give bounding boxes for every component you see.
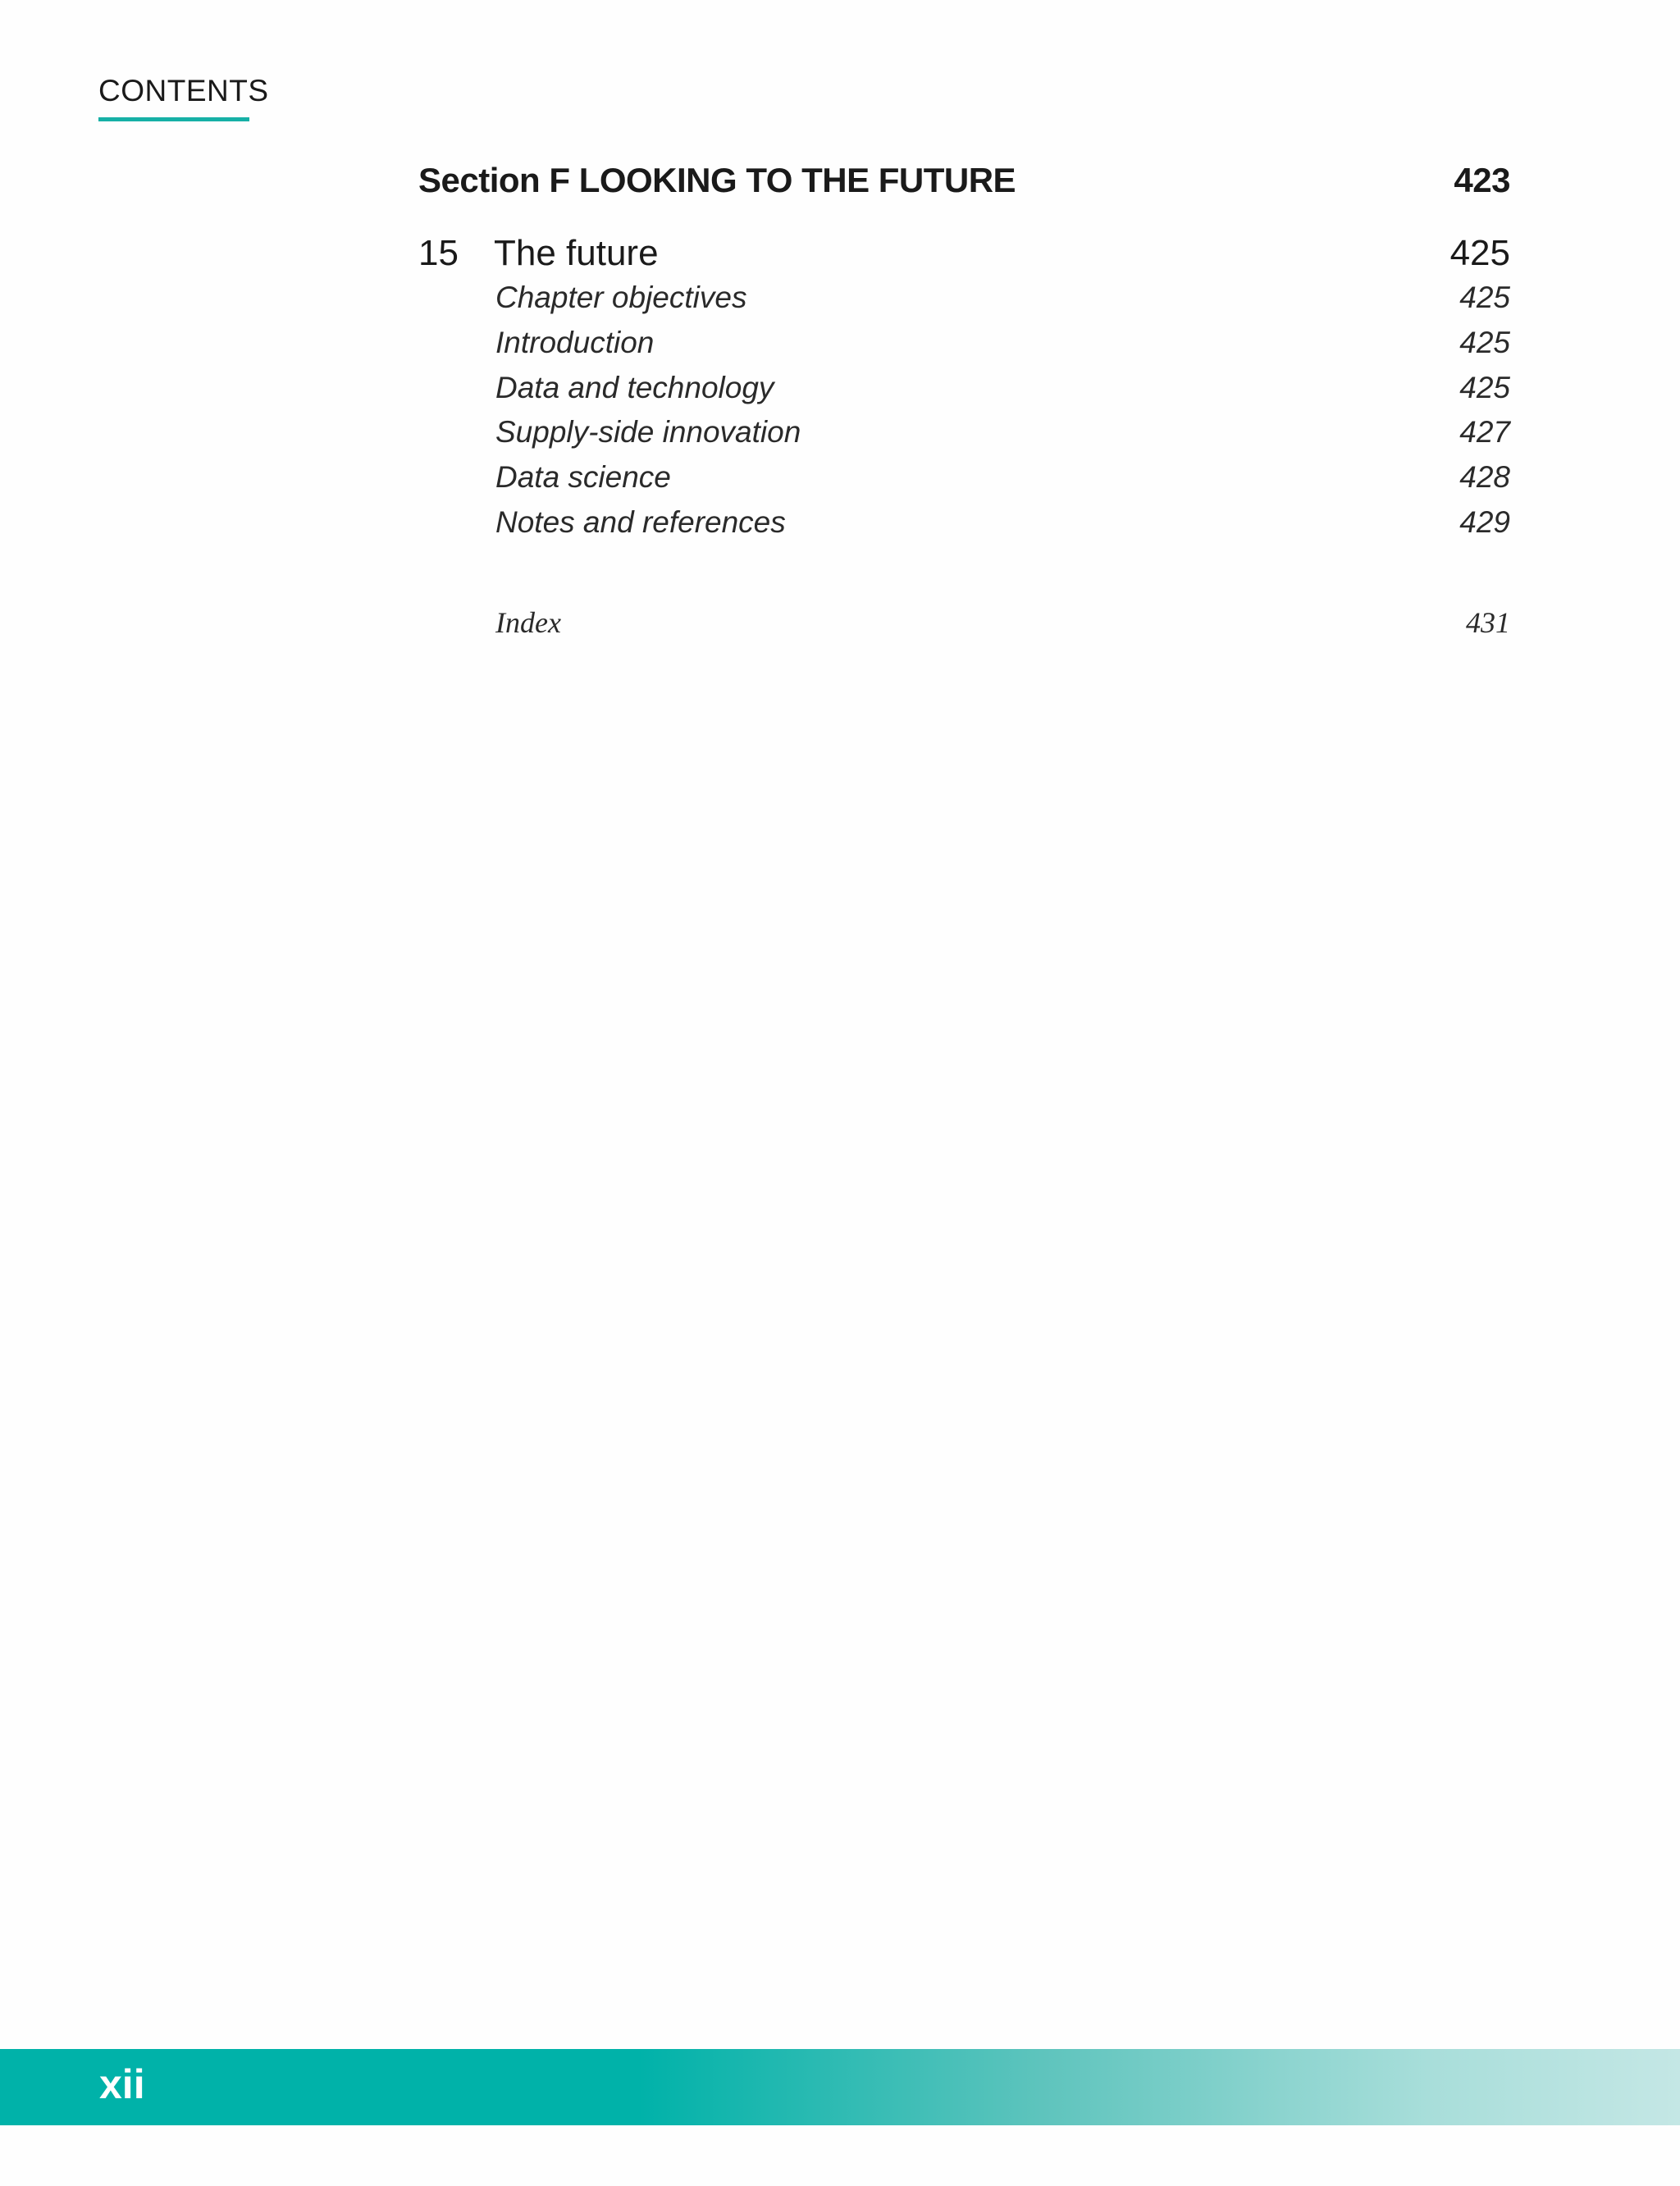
toc-subsection-entry[interactable]: [495, 460, 1510, 495]
toc-subsection-entry[interactable]: [495, 371, 1510, 405]
chapter-page: 425: [1449, 233, 1510, 273]
toc-index-entry[interactable]: [495, 605, 1510, 640]
index-title: Index: [495, 606, 561, 639]
section-title: Section F LOOKING TO THE FUTURE: [418, 161, 1016, 199]
subsection-page: 429: [1459, 505, 1510, 539]
chapter-number: 15: [418, 233, 459, 273]
subsection-page: 425: [1459, 326, 1510, 359]
subsection-title: Introduction: [495, 326, 655, 359]
toc-subsection-entry[interactable]: [495, 326, 1510, 360]
toc-section-entry[interactable]: [418, 161, 1510, 200]
page-folio: xii: [99, 2061, 145, 2107]
running-head-rule: [98, 117, 249, 121]
toc-chapter-entry[interactable]: [418, 233, 1510, 274]
subsection-title: Data science: [495, 460, 671, 494]
section-page: 423: [1454, 161, 1510, 199]
chapter-title: The future: [494, 233, 659, 273]
index-page: 431: [1466, 606, 1510, 639]
subsection-page: 427: [1459, 415, 1510, 449]
subsection-title: Notes and references: [495, 505, 786, 539]
chapter-heading: [418, 233, 659, 274]
subsection-page: 425: [1459, 371, 1510, 404]
subsection-page: 425: [1459, 281, 1510, 314]
toc-subsection-entry[interactable]: [495, 415, 1510, 450]
toc-subsection-entry[interactable]: [495, 505, 1510, 540]
toc-subsection-entry[interactable]: [495, 281, 1510, 315]
subsection-title: Chapter objectives: [495, 281, 747, 314]
running-head: CONTENTS: [98, 74, 269, 107]
subsection-title: Supply-side innovation: [495, 415, 801, 449]
footer-band: [0, 2049, 1680, 2125]
subsection-page: 428: [1459, 460, 1510, 494]
subsection-title: Data and technology: [495, 371, 774, 404]
